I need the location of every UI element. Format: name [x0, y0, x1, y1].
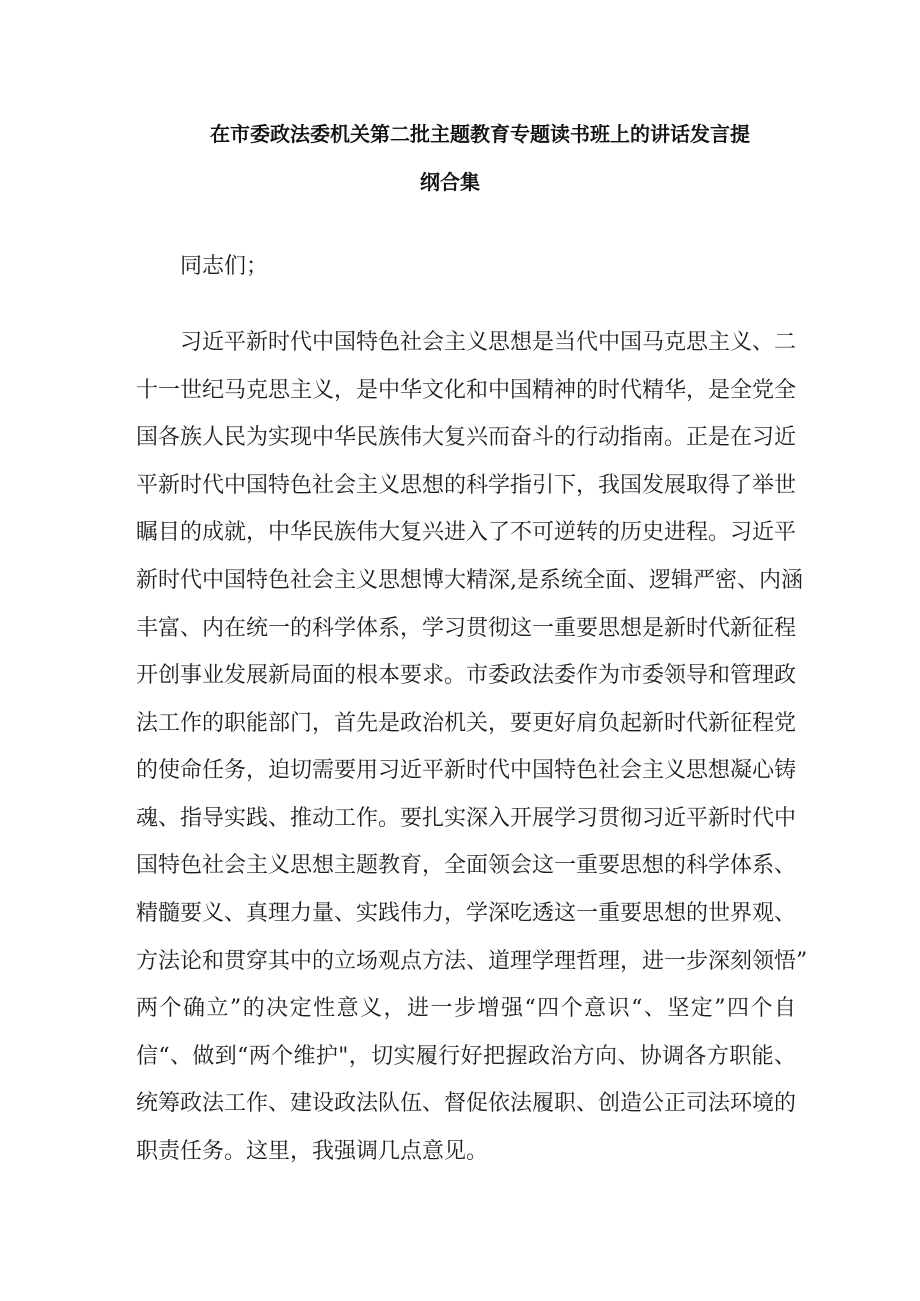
paragraph-line: 职责任务。这里，我强调几点意见。 — [136, 1139, 489, 1164]
paragraph-line: 平新时代中国特色社会主义思想的科学指引下，我国发展取得了举世 — [136, 473, 797, 498]
paragraph-line: 信“、做到“两个维护"，切实履行好把握政治方向、协调各方职能、 — [136, 1044, 796, 1069]
document-title-line-1: 在市委政法委机关第二批主题教育专题读书班上的讲话发言提 — [210, 122, 750, 146]
document-title-line-2: 纲合集 — [420, 170, 480, 194]
paragraph-line: 丰富、内在统一的科学体系，学习贯彻这一重要思想是新时代新征程 — [136, 616, 797, 641]
paragraph-line: 国各族人民为实现中华民族伟大复兴而奋斗的行动指南。正是在习近 — [136, 425, 797, 450]
paragraph-line: 瞩目的成就，中华民族伟大复兴进入了不可逆转的历史进程。习近平 — [136, 520, 797, 545]
paragraph-line: 魂、指导实践、推动工作。要扎实深入开展学习贯彻习近平新时代中 — [136, 806, 797, 831]
paragraph-line: 的使命任务，迫切需要用习近平新时代中国特色社会主义思想凝心铸 — [136, 758, 797, 783]
paragraph-line: 习近平新时代中国特色社会主义思想是当代中国马克思主义、二 — [180, 330, 797, 355]
paragraph-line: 法工作的职能部门，首先是政治机关，要更好肩负起新时代新征程党 — [136, 711, 797, 736]
paragraph-line: 方法论和贯穿其中的立场观点方法、道理学理哲理，进一步深刻领悟” — [136, 949, 808, 974]
paragraph-line: 两个确立”的决定性意义，进一步增强“四个意识“、坚定”四个自 — [136, 996, 796, 1021]
paragraph-line: 开创事业发展新局面的根本要求。市委政法委作为市委领导和管理政 — [136, 663, 797, 688]
paragraph-line: 国特色社会主义思想主题教育，全面领会这一重要思想的科学体系、 — [136, 853, 797, 878]
paragraph-line: 新时代中国特色社会主义思想博大精深,是系统全面、逻辑严密、内涵 — [136, 568, 803, 593]
paragraph-line: 精髓要义、真理力量、实践伟力，学深吃透这一重要思想的世界观、 — [136, 901, 797, 926]
paragraph-line: 十一世纪马克思主义，是中华文化和中国精神的时代精华，是全党全 — [136, 378, 797, 403]
salutation: 同志们； — [180, 254, 269, 279]
paragraph-line: 统筹政法工作、建设政法队伍、督促依法履职、创造公正司法环境的 — [136, 1091, 797, 1116]
